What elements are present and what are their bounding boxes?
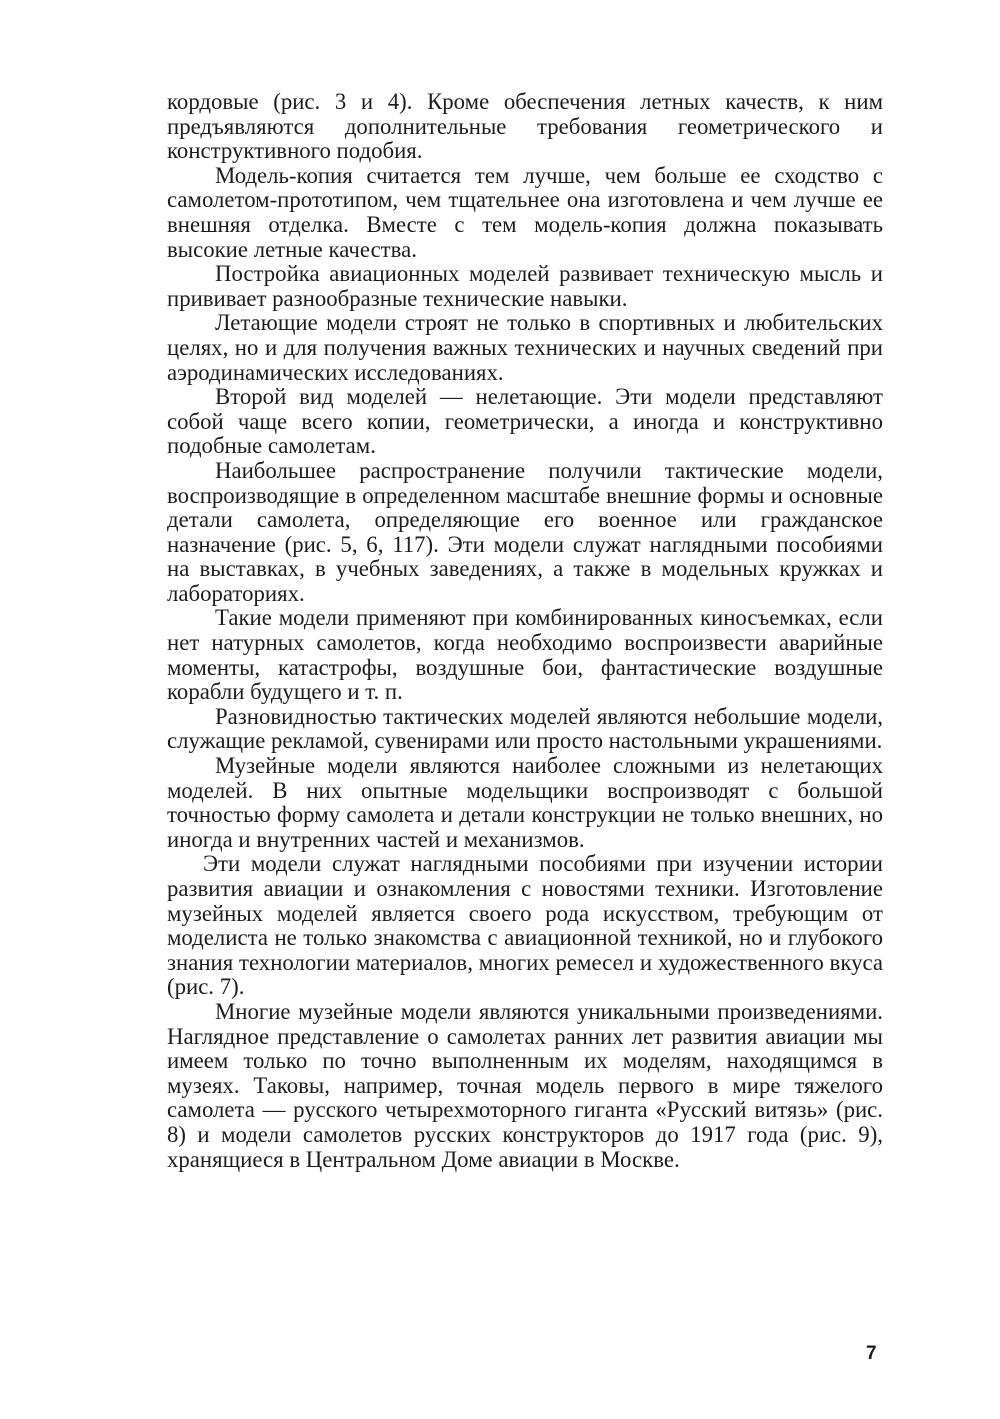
paragraph-model-copy: Модель-копия считается тем лучше, чем больше ее сходство с самолетом-прототипом, чем тщательнее она изготовлена и чем лучше ее внешняя отделка. Вместе с тем модель-копия должна показывать высокие летные качества. xyxy=(167,162,883,262)
text-column xyxy=(167,90,883,1172)
paragraph-small-models: Разновидностью тактических моделей являются небольшие модели, служащие рекламой, сувенирами или просто настольными украшениями. xyxy=(167,703,883,754)
paragraph-unique-models: Многие музейные модели являются уникальными произведениями. Наглядное представление о самолетах ранних лет развития авиации мы имеем только по точно выполненным их моделям, находящимся в музеях. Таковы, например, точная модель первого в мире тяжелого самолета — русского четырехмоторного гиганта «Русский витязь» (рис. 8) и модели самолетов русских конструкторов до 1917 года (рис. 9), хранящиеся в Центральном Доме авиации в Москве. xyxy=(167,998,883,1172)
paragraph-museum-models: Музейные модели являются наиболее сложными из нелетающих моделей. В них опытные модельщики воспроизводят с большой точностью форму самолета и детали конструкции не только внешних, но иногда и внутренних частей и механизмов. xyxy=(167,753,883,852)
paragraph-construction: Постройка авиационных моделей развивает техническую мысль и прививает разнообразные технические навыки. xyxy=(167,261,883,311)
paragraph-non-flying: Второй вид моделей — нелетающие. Эти модели представляют собой чаще всего копии, геометрически, а иногда и конструктивно подобные самолетам. xyxy=(167,384,883,459)
page-number: 7 xyxy=(866,1343,877,1364)
paragraph-flying-models: Летающие модели строят не только в спортивных и любительских целях, но и для получения важных технических и научных сведений при аэродинамических исследованиях. xyxy=(167,310,883,385)
paragraph-museum-purpose: Эти модели служат наглядными пособиями при изучении истории развития авиации и ознакомления с новостями техники. Изготовление музейных моделей является своего рода искусством, требующим от моделиста не только знакомства с авиационной техникой, но и глубокого знания технологии материалов, многих ремесел и художественного вкуса (рис. 7). xyxy=(167,851,883,1000)
paragraph-film-use: Такие модели применяют при комбинированных киносъемках, если нет натурных самолетов, когда необходимо воспроизвести аварийные моменты, катастрофы, воздушные бои, фантастические воздушные корабли будущего и т. п. xyxy=(167,605,883,705)
paragraph-continuation: кордовые (рис. 3 и 4). Кроме обеспечения летных качеств, к ним предъявляются дополнительные требования геометрического и конструктивного подобия. xyxy=(167,89,883,164)
paragraph-tactical-models: Наибольшее распространение получили тактические модели, воспроизводящие в определенном масштабе внешние формы и основные детали самолета, определяющие его военное или гражданское назначение (рис. 5, 6, 117). Эти модели служат наглядными пособиями на выставках, в учебных заведениях, а также в модельных кружках и лабораториях. xyxy=(167,457,883,606)
